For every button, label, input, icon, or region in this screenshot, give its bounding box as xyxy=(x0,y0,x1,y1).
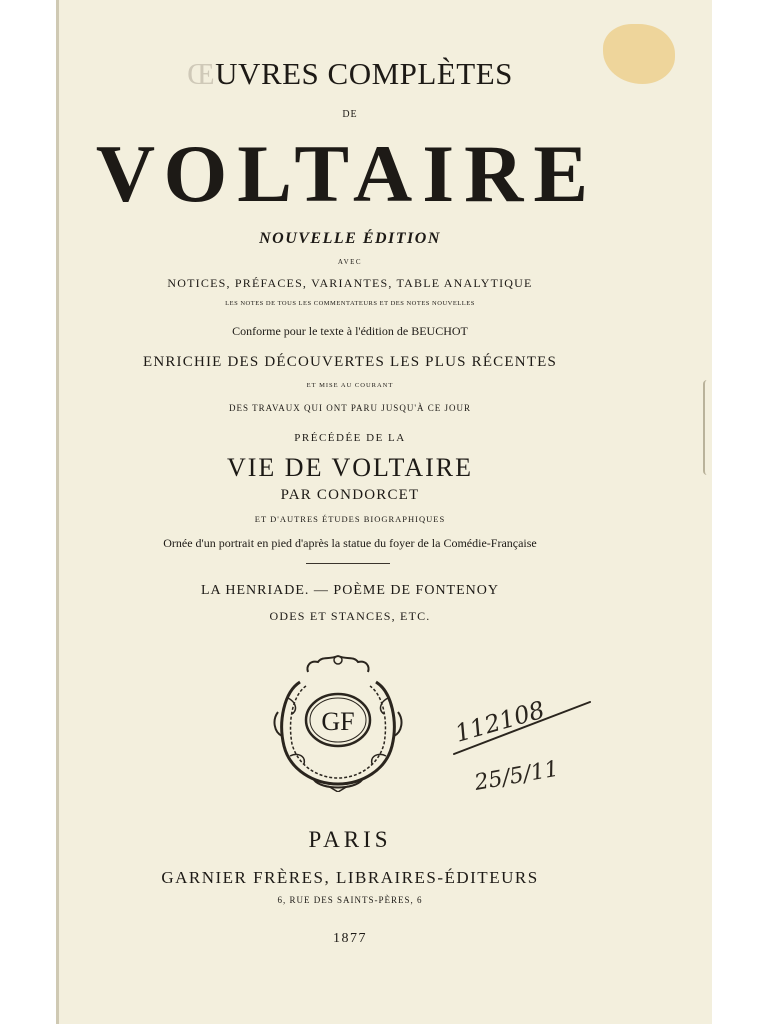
series-title xyxy=(100,58,600,89)
edition-line: NOUVELLE ÉDITION xyxy=(259,230,441,247)
series-title-text: UVRES COMPLÈTES xyxy=(215,56,513,91)
precedee-line: PRÉCÉDÉE DE LA xyxy=(294,432,406,444)
page-edge xyxy=(56,0,59,1024)
handwritten-number-top: 112108 xyxy=(451,695,548,748)
contents-line: NOTICES, PRÉFACES, VARIANTES, TABLE ANALYTIQUE xyxy=(167,276,533,290)
binding-mark xyxy=(703,380,711,475)
par-line: PAR CONDORCET xyxy=(280,487,420,503)
emblem-monogram: GF xyxy=(321,707,355,736)
handwritten-shelfmark xyxy=(450,682,600,797)
enrichie-line: ENRICHIE DES DÉCOUVERTES LES PLUS RÉCENTES xyxy=(142,354,558,370)
volume-contents: LA HENRIADE. — POÈME DE FONTENOY xyxy=(201,583,499,598)
avec-line: AVEC xyxy=(337,258,363,266)
publisher-emblem xyxy=(270,652,406,792)
conforme-line: Conforme pour le texte à l'édition de BEUCHOT xyxy=(232,324,468,338)
ornee-line: Ornée d'un portrait en pied d'après la statue du foyer de la Comédie-Française xyxy=(163,536,537,550)
vie-line: VIE DE VOLTAIRE xyxy=(226,453,473,482)
notes-line: LES NOTES DE TOUS LES COMMENTATEURS ET DES NOTES NOUVELLES xyxy=(225,300,475,307)
publication-year: 1877 xyxy=(333,931,367,946)
handwritten-date-bottom: 25/5/11 xyxy=(472,756,561,796)
series-title-faded-initial: Œ xyxy=(187,56,216,91)
author-name: VOLTAIRE xyxy=(95,128,599,219)
travaux-line: DES TRAVAUX QUI ONT PARU JUSQU'À CE JOUR xyxy=(229,403,471,413)
de-line: DE xyxy=(342,109,358,120)
city: PARIS xyxy=(308,827,392,852)
volume-contents-2: ODES ET STANCES, ETC. xyxy=(269,609,431,623)
publisher: GARNIER FRÈRES, LIBRAIRES-ÉDITEURS xyxy=(161,868,539,887)
divider-rule xyxy=(306,563,390,564)
publisher-address: 6, RUE DES SAINTS-PÈRES, 6 xyxy=(277,895,423,905)
autres-line: ET D'AUTRES ÉTUDES BIOGRAPHIQUES xyxy=(254,514,446,524)
mise-line: ET MISE AU COURANT xyxy=(306,382,394,389)
